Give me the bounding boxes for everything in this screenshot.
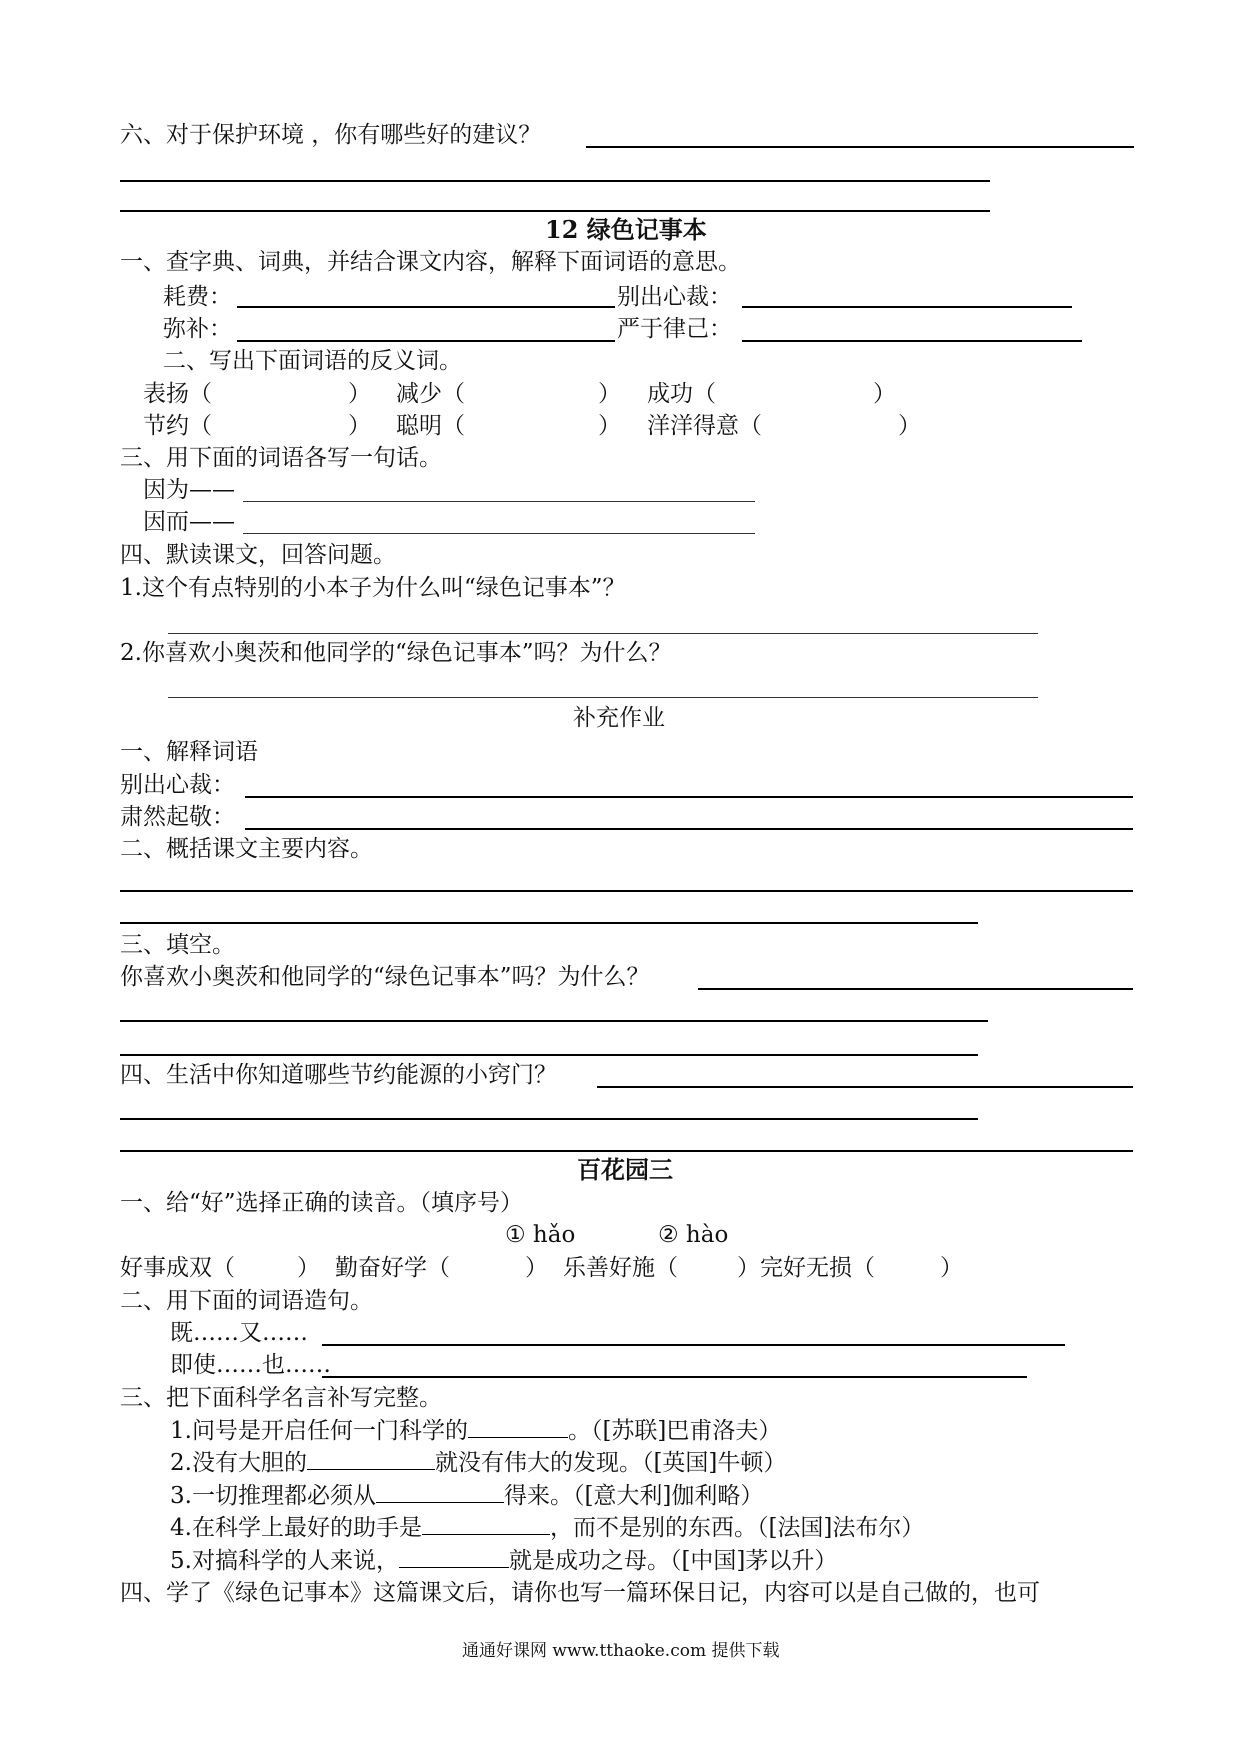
- fill-blank[interactable]: [307, 1447, 435, 1470]
- answer-line[interactable]: [698, 988, 1133, 990]
- supp-question-3-text: 你喜欢小奥茨和他同学的“绿色记事本”吗？为什么？: [120, 964, 650, 990]
- antonym-item: 洋洋得意（: [647, 413, 762, 439]
- answer-line[interactable]: [120, 922, 978, 924]
- fill-blank[interactable]: [468, 1415, 568, 1438]
- maxim-source: 就没有伟大的发现。（[英国]牛顿）: [434, 1450, 787, 1476]
- maxim-source: 得来。（[意大利]伽利略）: [503, 1483, 764, 1509]
- maxim-4: [170, 1512, 924, 1543]
- g3-question-2: 二、用下面的词语造句。: [120, 1288, 373, 1314]
- fill-blank[interactable]: [376, 1480, 504, 1503]
- answer-line[interactable]: [120, 1020, 988, 1022]
- l12-question-4-1: 1.这个有点特别的小本子为什么叫“绿色记事本”？: [120, 575, 626, 601]
- answer-line[interactable]: [245, 796, 1133, 798]
- antonym-item: 节约（: [143, 413, 212, 439]
- supp-title: 补充作业: [573, 705, 665, 731]
- antonym-item: 成功（: [647, 381, 716, 407]
- maxim-3: [170, 1480, 763, 1511]
- fill-blank[interactable]: [422, 1512, 550, 1535]
- lesson-12-title: 12 绿色记事本: [545, 215, 707, 244]
- maxim-source: 。（[苏联]巴甫洛夫）: [567, 1418, 782, 1444]
- antonym-item: 聪明（: [396, 413, 465, 439]
- supp-question-4: 四、生活中你知道哪些节约能源的小窍门？: [120, 1062, 557, 1088]
- reading-item: ）完好无损（: [737, 1255, 875, 1281]
- answer-line[interactable]: [120, 210, 990, 212]
- pinyin-option: ② hào: [658, 1222, 729, 1248]
- answer-line[interactable]: [168, 633, 1038, 634]
- answer-line[interactable]: [120, 1118, 978, 1120]
- sentence-label: 即使……也……: [170, 1352, 331, 1378]
- answer-line[interactable]: [322, 1376, 1027, 1378]
- reading-item: 勤奋好学（: [335, 1255, 450, 1281]
- antonym-close: ）: [348, 413, 371, 439]
- pinyin-option: ① hǎo: [505, 1222, 576, 1248]
- l12-question-2: 二、写出下面词语的反义词。: [163, 348, 462, 374]
- word-label: 别出心裁：: [617, 284, 732, 310]
- g3-question-3: 三、把下面科学名言补写完整。: [120, 1385, 442, 1411]
- answer-line[interactable]: [120, 1054, 978, 1056]
- word-label: 弥补：: [163, 316, 232, 342]
- antonym-item: 减少（: [396, 381, 465, 407]
- reading-item: 乐善好施（: [563, 1255, 678, 1281]
- maxim-source: 就是成功之母。（[中国]茅以升）: [508, 1548, 838, 1574]
- supp-question-2: 二、概括课文主要内容。: [120, 836, 373, 862]
- sentence-label: 因为——: [143, 477, 235, 503]
- question-6: 六、对于保护环境 ，你有哪些好的建议？: [120, 122, 542, 148]
- maxim-5: [170, 1545, 837, 1576]
- antonym-close: ）: [598, 413, 621, 439]
- reading-close: ）: [297, 1255, 320, 1281]
- answer-line[interactable]: [742, 340, 1082, 342]
- maxim-text: 4.在科学上最好的助手是: [170, 1515, 422, 1541]
- antonym-close: ）: [873, 381, 896, 407]
- fill-blank[interactable]: [399, 1545, 509, 1568]
- l12-question-3: 三、用下面的词语各写一句话。: [120, 445, 442, 471]
- answer-line[interactable]: [237, 340, 615, 342]
- antonym-close: ）: [598, 381, 621, 407]
- g3-question-1: 一、给“好”选择正确的读音。（填序号）: [120, 1190, 524, 1216]
- antonym-item: 表扬（: [143, 381, 212, 407]
- maxim-1: [170, 1415, 781, 1446]
- sentence-label: 既……又……: [170, 1320, 308, 1346]
- answer-line[interactable]: [322, 1344, 1065, 1346]
- answer-line[interactable]: [586, 146, 1134, 148]
- reading-close: ）: [940, 1255, 963, 1281]
- l12-question-4-2: 2.你喜欢小奥茨和他同学的“绿色记事本”吗？为什么？: [120, 640, 672, 666]
- answer-line[interactable]: [243, 533, 755, 534]
- antonym-close: ）: [348, 381, 371, 407]
- l12-question-4: 四、默读课文，回答问题。: [120, 542, 396, 568]
- answer-line[interactable]: [237, 306, 615, 308]
- answer-line[interactable]: [597, 1086, 1133, 1088]
- answer-line[interactable]: [120, 1150, 1133, 1152]
- maxim-source: ，而不是别的东西。（[法国]法布尔）: [549, 1515, 925, 1541]
- reading-close: ）: [525, 1255, 548, 1281]
- word-label: 肃然起敬：: [120, 804, 235, 830]
- maxim-text: 2.没有大胆的: [170, 1450, 307, 1476]
- answer-line[interactable]: [120, 180, 990, 182]
- answer-line[interactable]: [742, 306, 1072, 308]
- page-footer: 通通好课网 www.tthaoke.com 提供下载: [462, 1641, 780, 1661]
- word-label: 严于律己：: [617, 316, 732, 342]
- garden-3-title: 百花园三: [577, 1155, 673, 1184]
- word-label: 别出心裁：: [120, 772, 235, 798]
- word-label: 耗费：: [163, 284, 232, 310]
- l12-question-1: 一、查字典、词典，并结合课文内容，解释下面词语的意思。: [120, 249, 741, 275]
- maxim-text: 1.问号是开启任何一门科学的: [170, 1418, 468, 1444]
- maxim-text: 5.对搞科学的人来说，: [170, 1548, 399, 1574]
- answer-line[interactable]: [245, 828, 1133, 830]
- answer-line[interactable]: [168, 697, 1038, 698]
- answer-line[interactable]: [120, 890, 1133, 892]
- maxim-text: 3.一切推理都必须从: [170, 1483, 376, 1509]
- g3-question-4: 四、学了《绿色记事本》这篇课文后，请你也写一篇环保日记，内容可以是自己做的，也可: [120, 1580, 1040, 1606]
- supp-question-1: 一、解释词语: [120, 739, 258, 765]
- maxim-2: [170, 1447, 786, 1478]
- sentence-label: 因而——: [143, 509, 235, 535]
- answer-line[interactable]: [243, 501, 755, 502]
- antonym-close: ）: [898, 413, 921, 439]
- reading-item: 好事成双（: [120, 1255, 235, 1281]
- supp-question-3: 三、填空。: [120, 932, 235, 958]
